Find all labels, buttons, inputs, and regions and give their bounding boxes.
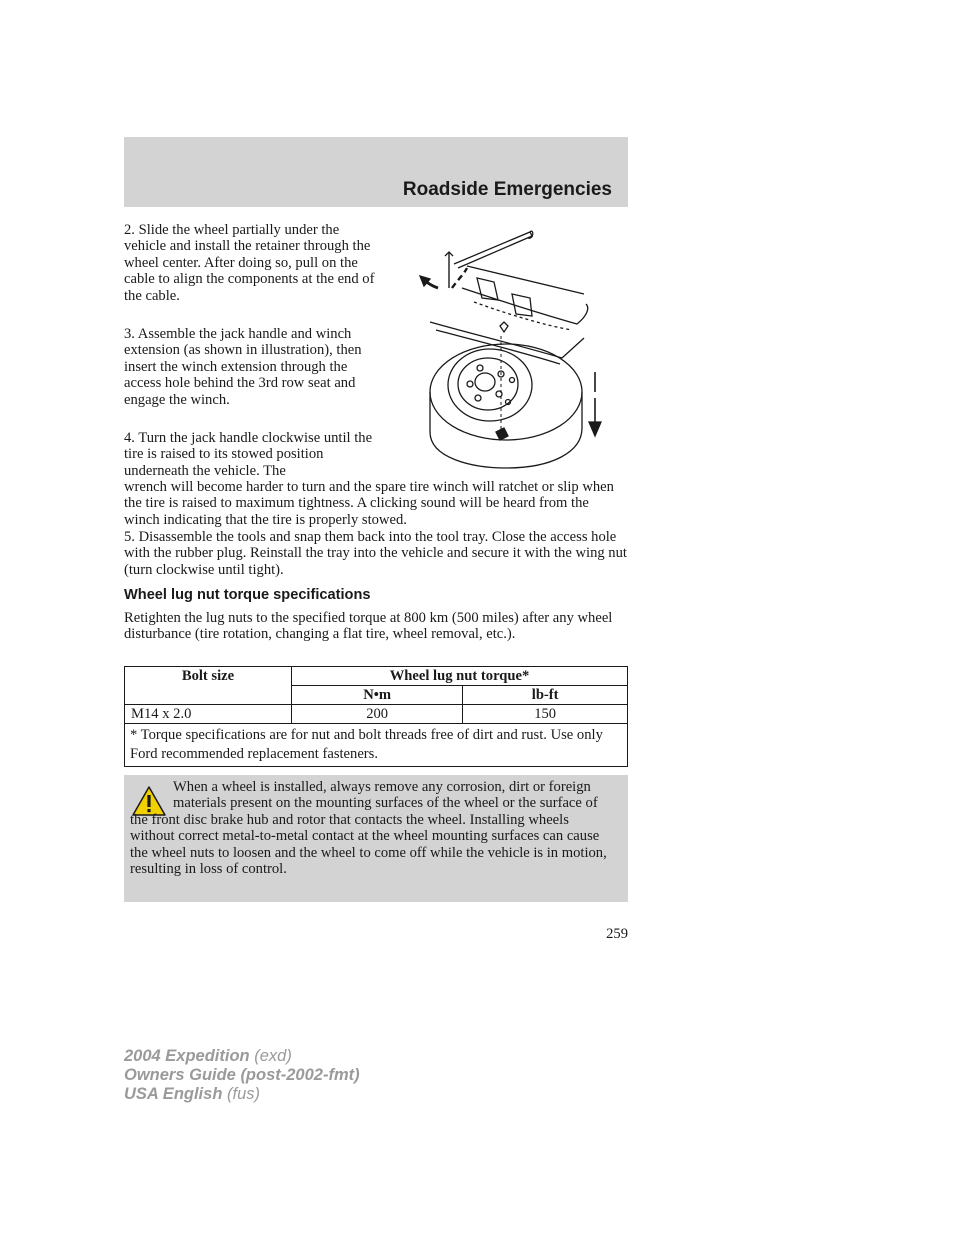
step-3: 3. Assemble the jack handle and winch extension (as shown in illustration), then insert the winch extension through the access hole behind the 3rd row seat and engage the winch. [124, 326, 362, 408]
step-4-part-a: 4. Turn the jack handle clockwise until the tire is raised to its stowed position underneath the vehicle. The [124, 430, 373, 479]
section-heading: Wheel lug nut torque specifications [124, 587, 371, 603]
footer-model: 2004 Expedition [124, 1047, 250, 1065]
torque-table [124, 666, 628, 767]
footer [124, 1047, 360, 1104]
header-torque: Wheel lug nut torque* [292, 667, 628, 686]
header-nm: N•m [292, 686, 463, 705]
header-band [124, 137, 628, 207]
cell-lbft: 150 [463, 705, 628, 724]
section-intro: Retighten the lug nuts to the specified torque at 800 km (500 miles) after any wheel disturbance (tire rotation, changing a flat tire, wheel removal, etc.). [124, 610, 613, 643]
footer-guide: Owners Guide (post-2002-fmt) [124, 1066, 360, 1084]
warning-box [124, 775, 628, 902]
cell-bolt: M14 x 2.0 [125, 705, 292, 724]
footer-language-code: (fus) [222, 1085, 260, 1103]
page-number: 259 [606, 926, 628, 942]
footer-model-code: (exd) [249, 1047, 292, 1065]
header-lbft: lb-ft [463, 686, 628, 705]
warning-text: When a wheel is installed, always remove any corrosion, dirt or foreign materials present on the mounting surfaces of the wheel or the surface of the front disc brake hub and rotor that contacts the wheel. Installing wheels without correct metal-to-metal contact at the wheel mounting surfaces can cause the wheel nuts to loosen and the wheel to come off while the vehicle is in motion, resulting in loss of control. [130, 779, 607, 878]
step-5: 5. Disassemble the tools and snap them back into the tool tray. Close the access hole with the rubber plug. Reinstall the tray into the vehicle and secure it with the wing nut (turn clockwise until tight). [124, 529, 627, 578]
step-2: 2. Slide the wheel partially under the vehicle and install the retainer through the wheel center. After doing so, pull on the cable to align the components at the end of the cable. [124, 222, 375, 304]
cell-nm: 200 [292, 705, 463, 724]
page-title: Roadside Emergencies [402, 179, 612, 200]
table-footnote: * Torque specifications are for nut and bolt threads free of dirt and rust. Use only Ford recommended replacement fasteners. [125, 724, 628, 767]
step-4-part-b: wrench will become harder to turn and the spare tire winch will ratchet or slip when the tire is raised to maximum tightness. A clicking sound will be heard from the winch indicating that the tire is properly stowed. [124, 479, 614, 528]
table-row [125, 705, 628, 724]
header-bolt-size: Bolt size [125, 667, 292, 705]
spare-tire-winch-illustration [412, 222, 617, 470]
footer-language: USA English [124, 1085, 223, 1103]
